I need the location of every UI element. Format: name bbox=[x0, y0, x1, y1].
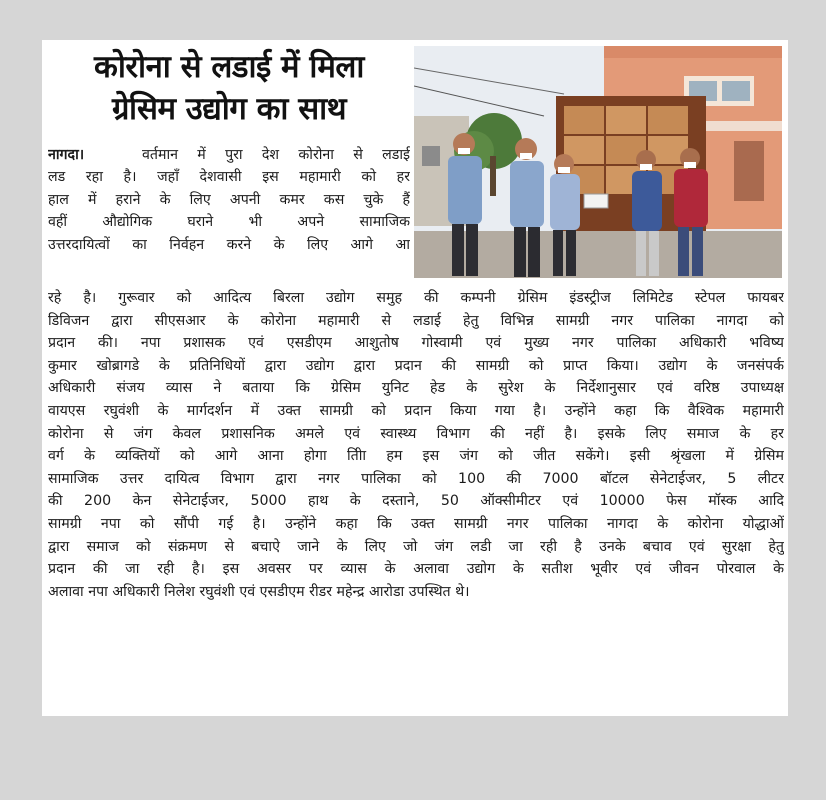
body-line: की 200 केन सेनेटाईजर, 5000 हाथ के दस्ताने, 50 ऑक्सीमीटर एवं 10000 फेस मॉस्क आदि bbox=[48, 493, 784, 510]
body-line: सामग्री नपा को सौंपी गई है। उन्होंने कहा कि उक्त सामग्री नगर पालिका नागदा के कोरोना योद्धाओं bbox=[48, 515, 784, 532]
headline-line-2: ग्रेसिम उद्योग का साथ bbox=[111, 91, 346, 127]
body-line: नागदा। वर्तमान में पुरा देश कोरोना से लडाई bbox=[48, 147, 410, 163]
body-line: प्रदान की। नपा प्रशासक एवं एसडीएम आशुतोष गोस्वामी एवं मुख्य नगर पालिका अधिकारी भविष्य bbox=[48, 335, 784, 352]
headline-line-1: कोरोना से लडाई में मिला bbox=[94, 49, 364, 85]
news-photo bbox=[414, 46, 782, 278]
dateline: नागदा। bbox=[48, 147, 85, 163]
body-line: अधिकारी संजय व्यास ने बताया कि ग्रेसिम युनिट हेड के सुरेश के निर्देशानुसार एवं वरिष्ठ उपाध्यक्ष bbox=[48, 380, 784, 397]
body-line: कोरोना से जंग केवल प्रशासनिक अमले एवं स्वास्थ्य विभाग की नहीं है। इसके लिए समाज के हर bbox=[48, 425, 784, 442]
body-line: डिविजन द्वारा सीएसआर के कोरोना महामारी से लडाई हेतु विभिन्न सामग्री नगर पालिका नागदा को bbox=[48, 312, 784, 329]
article-body-top bbox=[48, 144, 410, 256]
body-line: रहे है। गुरूवार को आदित्य बिरला उद्योग समुह की कम्पनी ग्रेसिम इंडस्ट्रीज लिमिटेड स्टेपल फायबर bbox=[48, 290, 784, 306]
body-line: प्रदान की जा रही है। इस अवसर पर व्यास के अलावा उद्योग के सतीश भूवीर एवं जीवन पोरवाल के bbox=[48, 561, 784, 578]
body-line: हाल में हराने के लिए अपनी कमर कस चुके हैं bbox=[48, 191, 410, 208]
article-body-main bbox=[48, 287, 784, 603]
body-line: वायएस रघुवंशी के मार्गदर्शन में उक्त सामग्री को प्रदान किया गया है। उन्होंने कहा कि वैश्विक महामारी bbox=[48, 402, 784, 419]
body-line-last: अलावा नपा अधिकारी निलेश रघुवंशी एवं एसडीएम रीडर महेन्द्र आरोडा उपस्थित थे। bbox=[48, 583, 470, 600]
newspaper-clipping bbox=[42, 40, 788, 716]
body-line: कुमार खोब्रागडे के प्रतिनिधियों द्वारा उद्योग द्वारा प्रदान की सामग्री को प्राप्त किया। उद्योग के जनसंपर्क bbox=[48, 357, 784, 374]
body-line: वर्ग के व्यक्तियों को आगे आना होगा तीाि हम इस जंग को जीत सकेंगे। इसी श्रृंखला में ग्रेसिम bbox=[48, 448, 784, 465]
body-line: द्वारा समाज को संक्रमण से बचाऐ जाने के लिए जो जंग लडी जा रही है उनके बचाव एवं सुरक्षा हेतु bbox=[48, 538, 784, 555]
body-line: लड रहा है। जहॉं देशवासी इस महामारी को हर bbox=[48, 169, 410, 186]
body-line: सामाजिक उत्तर दायित्व विभाग द्वारा नगर पालिका को 100 की 7000 बॉटल सेनेटाईजर, 5 लीटर bbox=[48, 470, 784, 487]
body-line: उत्तरदायित्वों का निर्वहन करने के लिए आगे आ bbox=[48, 236, 410, 253]
headline bbox=[48, 46, 410, 130]
body-line: वहीं औद्योगिक घराने भी अपने सामाजिक bbox=[48, 214, 410, 231]
